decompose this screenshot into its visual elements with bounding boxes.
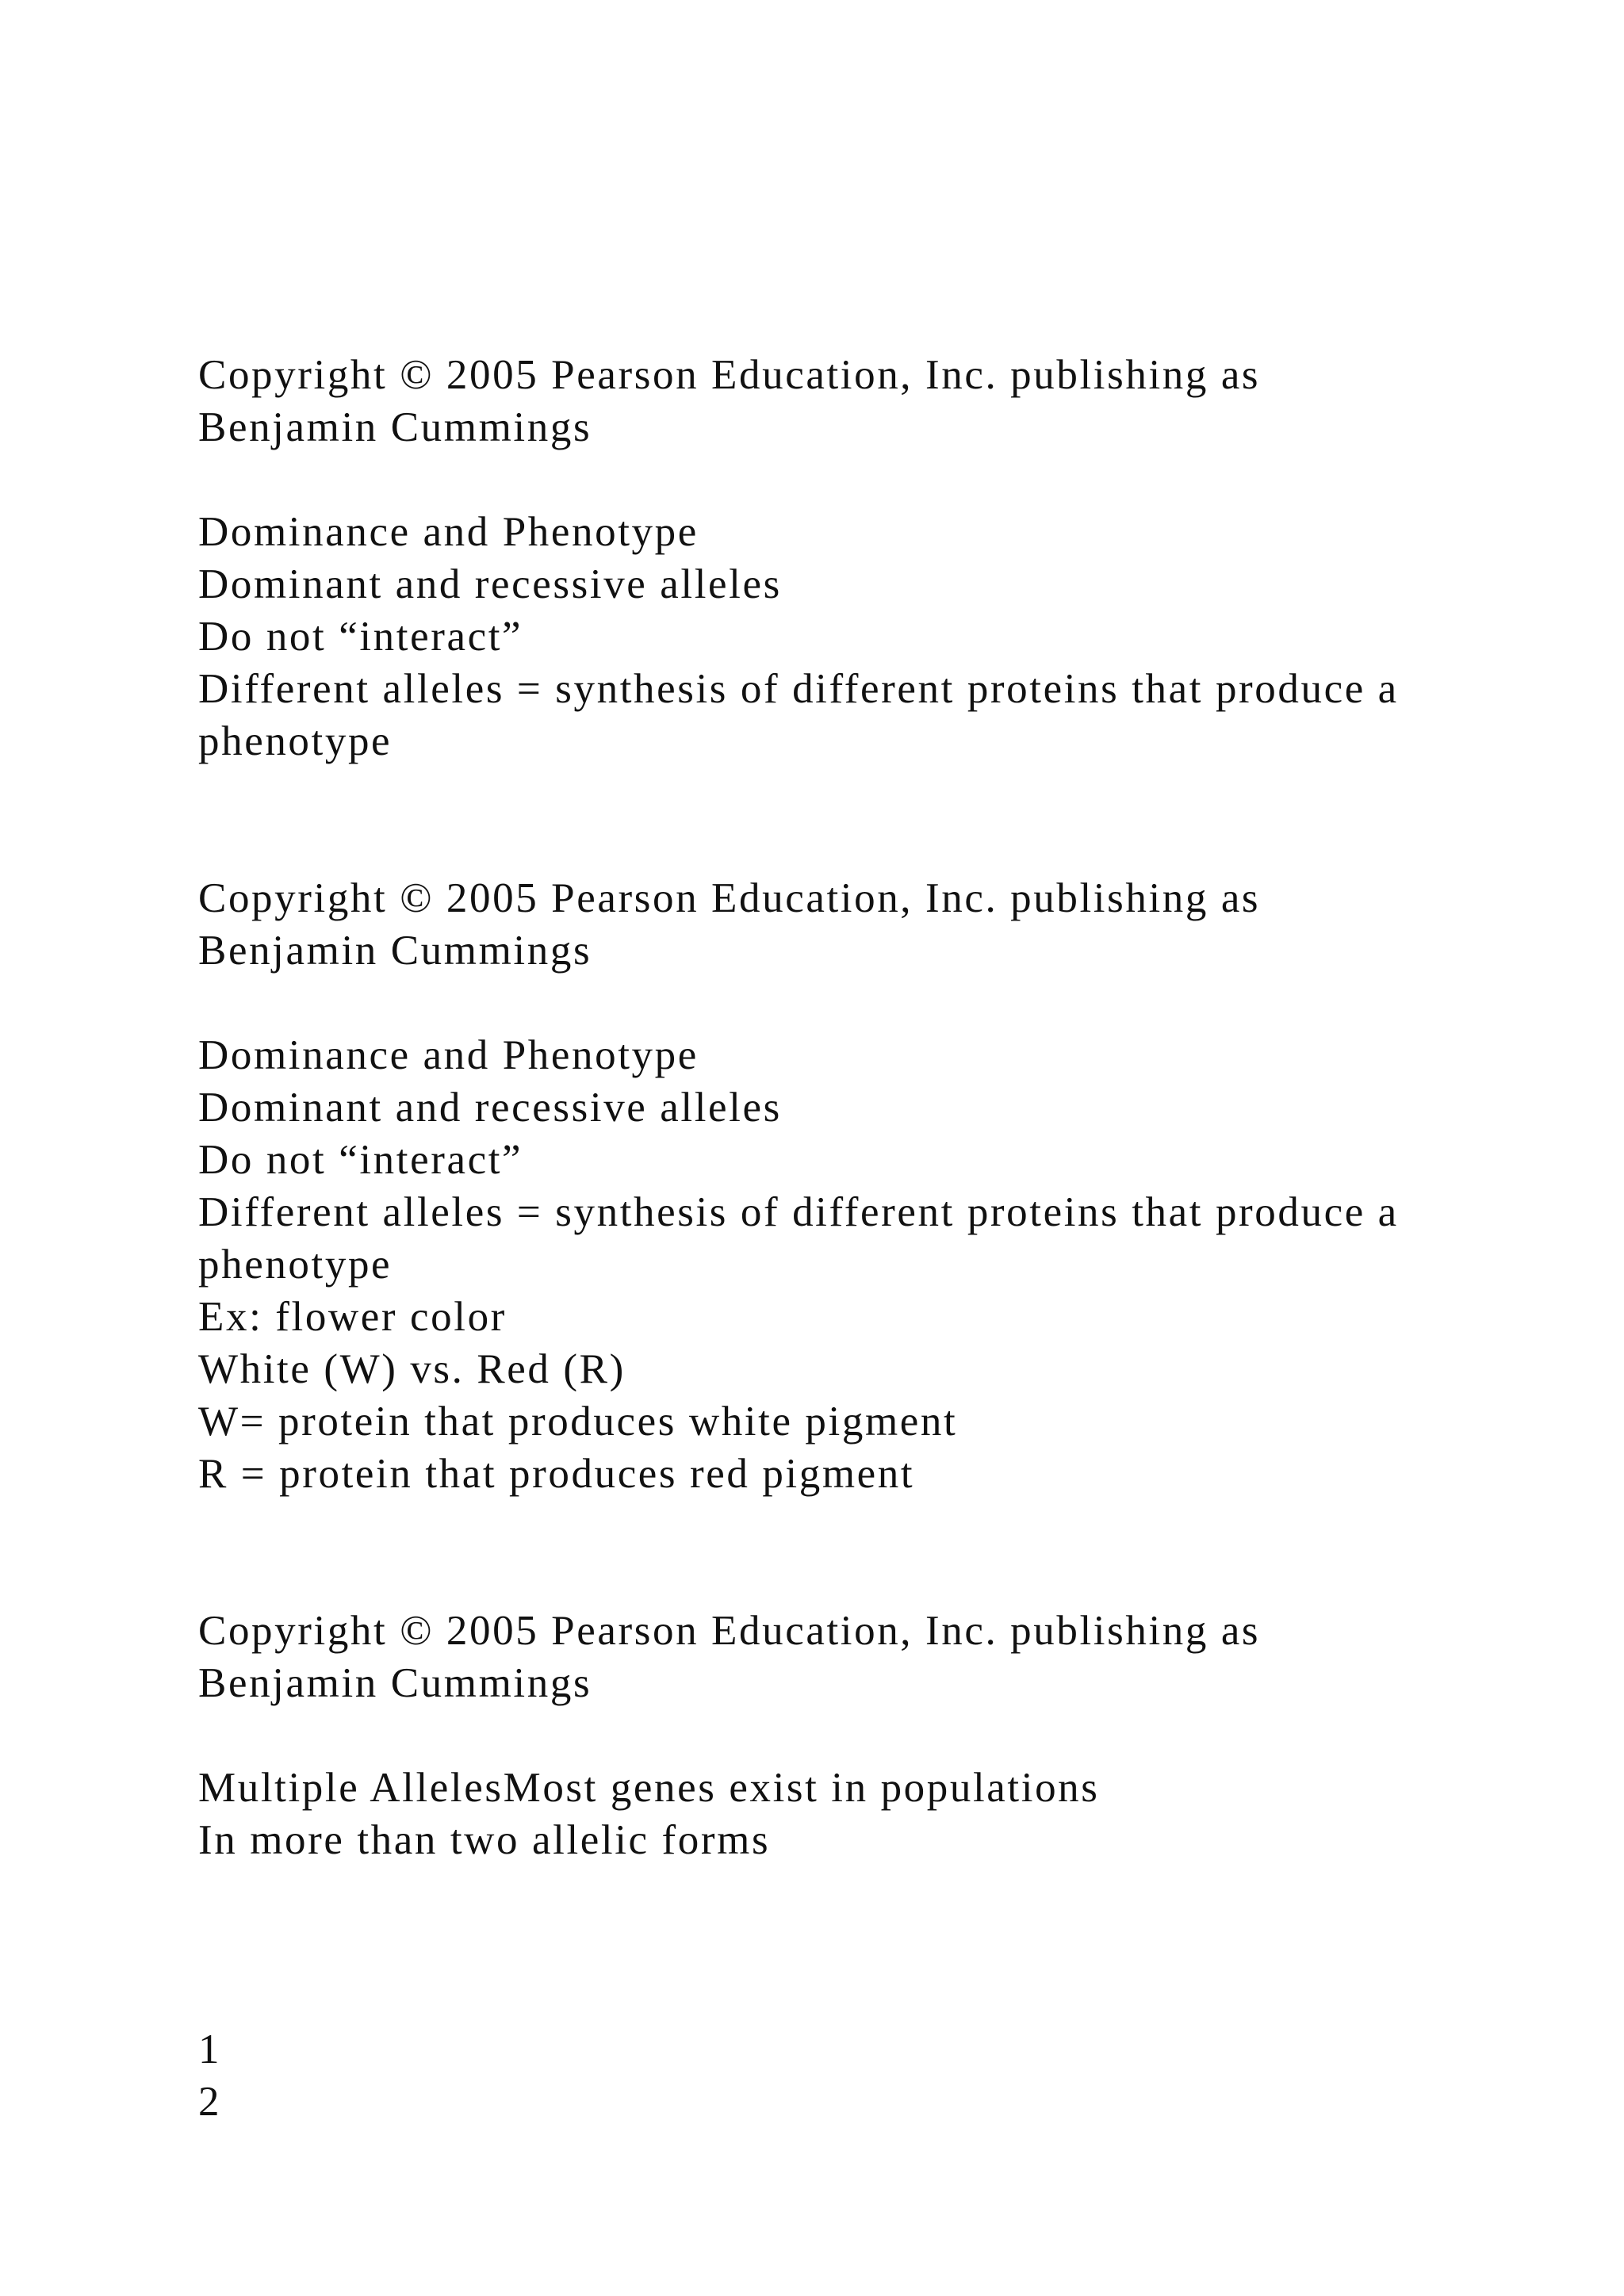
text-line: Do not “interact” xyxy=(198,614,523,660)
slide-title: Multiple AllelesMost genes exist in populations xyxy=(198,1765,1100,1811)
copyright-publisher: Benjamin Cummings xyxy=(198,1660,592,1706)
copyright-line: Copyright © 2005 Pearson Education, Inc. publishing as xyxy=(198,352,1261,398)
text-line: Dominant and recessive alleles xyxy=(198,561,782,607)
document-body xyxy=(198,349,1546,2128)
text-line: Do not “interact” xyxy=(198,1137,523,1183)
slide-number: 2 xyxy=(198,2079,222,2125)
copyright-publisher: Benjamin Cummings xyxy=(198,928,592,974)
text-line: White (W) vs. Red (R) xyxy=(198,1346,626,1392)
section-2 xyxy=(198,872,1546,1500)
section-1 xyxy=(198,349,1546,767)
text-line: phenotype xyxy=(198,1242,393,1288)
text-line: Ex: flower color xyxy=(198,1294,507,1340)
copyright-line: Copyright © 2005 Pearson Education, Inc. publishing as xyxy=(198,1608,1261,1654)
section-3 xyxy=(198,1605,1546,1866)
copyright-publisher: Benjamin Cummings xyxy=(198,404,592,450)
text-line: Different alleles = synthesis of different proteins that produce a xyxy=(198,666,1399,712)
text-line: R = protein that produces red pigment xyxy=(198,1451,915,1497)
slide-numbers xyxy=(198,2023,1546,2128)
text-line: In more than two allelic forms xyxy=(198,1817,771,1863)
text-line: W= protein that produces white pigment xyxy=(198,1399,958,1445)
slide-number: 1 xyxy=(198,2026,222,2072)
text-line: Different alleles = synthesis of different proteins that produce a xyxy=(198,1189,1399,1235)
copyright-line: Copyright © 2005 Pearson Education, Inc. publishing as xyxy=(198,875,1261,921)
text-line: phenotype xyxy=(198,718,393,764)
slide-title: Dominance and Phenotype xyxy=(198,509,699,555)
slide-title: Dominance and Phenotype xyxy=(198,1032,699,1078)
text-line: Dominant and recessive alleles xyxy=(198,1085,782,1131)
